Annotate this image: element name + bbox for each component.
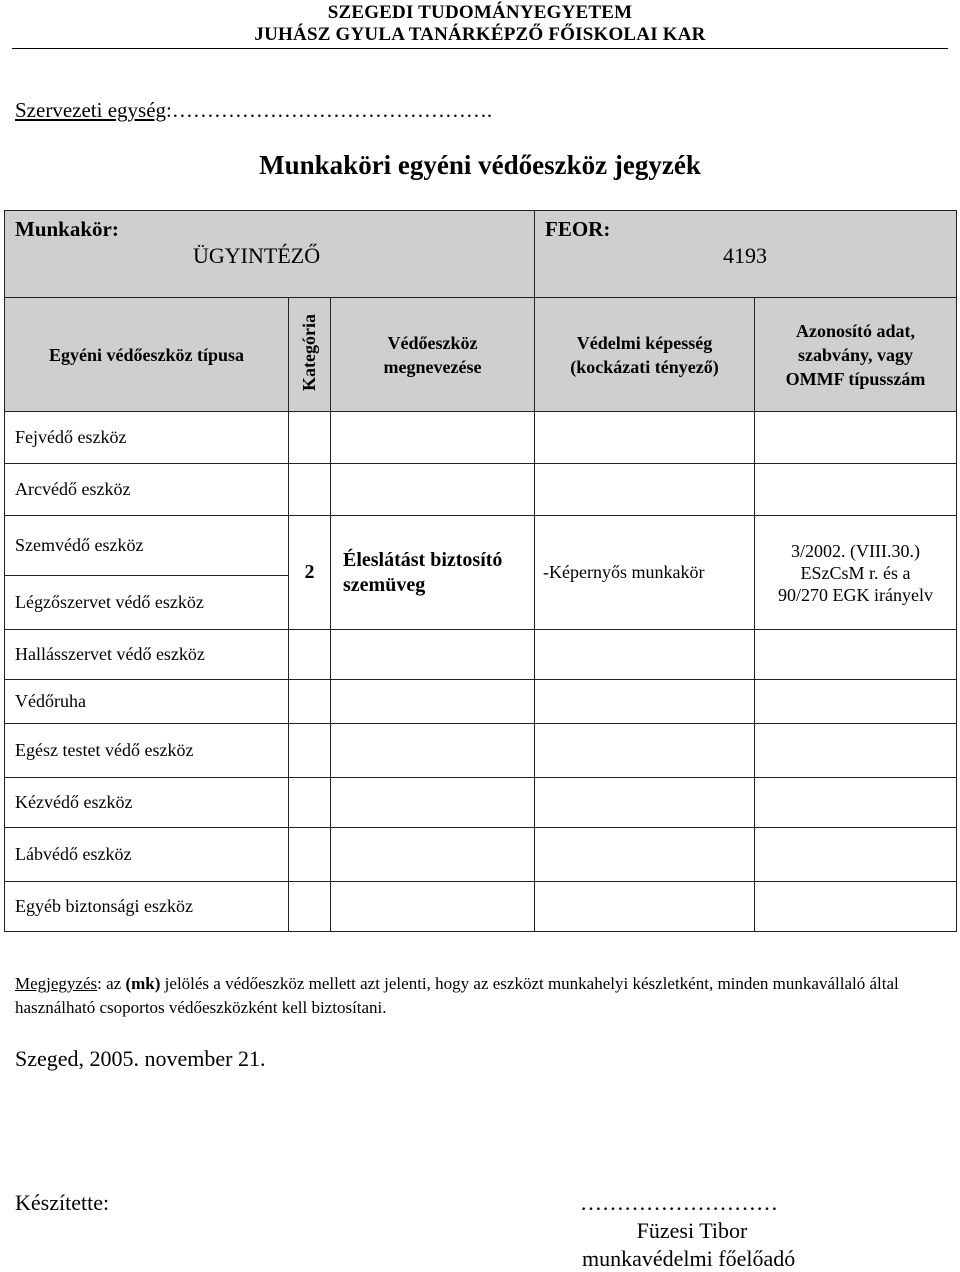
header-category-cell [289, 298, 331, 412]
faculty-name: JUHÁSZ GYULA TANÁRKÉPZŐ FŐISKOLAI KAR [254, 24, 706, 45]
header-category: Kategória [299, 313, 319, 391]
identifier-line: 90/270 EGK irányelv [778, 584, 933, 605]
row-label: Egész testet védő eszköz [5, 724, 289, 778]
feor-label: FEOR: [545, 217, 611, 241]
signature-line: ……………………… [580, 1190, 778, 1215]
row-label: Arcvédő eszköz [5, 464, 289, 516]
signer-name: Füzesi Tibor [636, 1218, 748, 1243]
entry-protection: -Képernyős munkakör [535, 516, 755, 630]
header-identifier: Azonosító adat, szabvány, vagy OMMF típusszám [755, 298, 957, 412]
ppe-table [4, 210, 957, 932]
identifier-line: ESzCsM r. és a [800, 562, 911, 583]
job-label: Munkakör: [15, 217, 119, 241]
row-label: Védőruha [5, 680, 289, 724]
org-unit-line [15, 98, 492, 123]
header-divider [12, 48, 948, 49]
row-label: Hallásszervet védő eszköz [5, 630, 289, 680]
org-unit-label: Szervezeti egység [15, 98, 167, 122]
document-title: Munkaköri egyéni védőeszköz jegyzék [259, 150, 701, 180]
note-paragraph [15, 972, 945, 1020]
row-label: Légzőszervet védő eszköz [5, 576, 289, 630]
row-label: Lábvédő eszköz [5, 828, 289, 882]
signer-role: munkavédelmi főelőadó [582, 1246, 796, 1271]
note-text-before: : az [97, 974, 126, 993]
entry-category: 2 [289, 516, 331, 630]
note-mk: (mk) [125, 974, 161, 993]
feor-cell [535, 211, 957, 298]
header-name: Védőeszköz megnevezése [331, 298, 535, 412]
row-label: Fejvédő eszköz [5, 412, 289, 464]
note-text-after: jelölés a védőeszköz mellett azt jelenti, hogy az eszközt munkahelyi készletként, minden munkavállaló által használható csoportos védőeszközként kell biztosítani. [15, 974, 899, 1017]
place-date: Szeged, 2005. november 21. [15, 1046, 266, 1071]
org-unit-value: :………………………………………. [166, 98, 493, 122]
job-value: ÜGYINTÉZŐ [193, 243, 321, 268]
prepared-by-label: Készítette: [15, 1190, 110, 1215]
row-label: Kézvédő eszköz [5, 778, 289, 828]
institution-name: SZEGEDI TUDOMÁNYEGYETEM [327, 2, 633, 23]
row-label: Egyéb biztonsági eszköz [5, 882, 289, 932]
identifier-line: 3/2002. (VIII.30.) [791, 540, 920, 561]
note-label: Megjegyzés [15, 974, 98, 993]
header-protection: Védelmi képesség (kockázati tényező) [535, 298, 755, 412]
job-cell [5, 211, 535, 298]
row-label: Szemvédő eszköz [5, 516, 289, 576]
header-type: Egyéni védőeszköz típusa [5, 298, 289, 412]
entry-name: Éleslátást biztosító szemüveg [331, 516, 535, 630]
entry-identifier [755, 516, 957, 630]
feor-value: 4193 [723, 243, 768, 268]
